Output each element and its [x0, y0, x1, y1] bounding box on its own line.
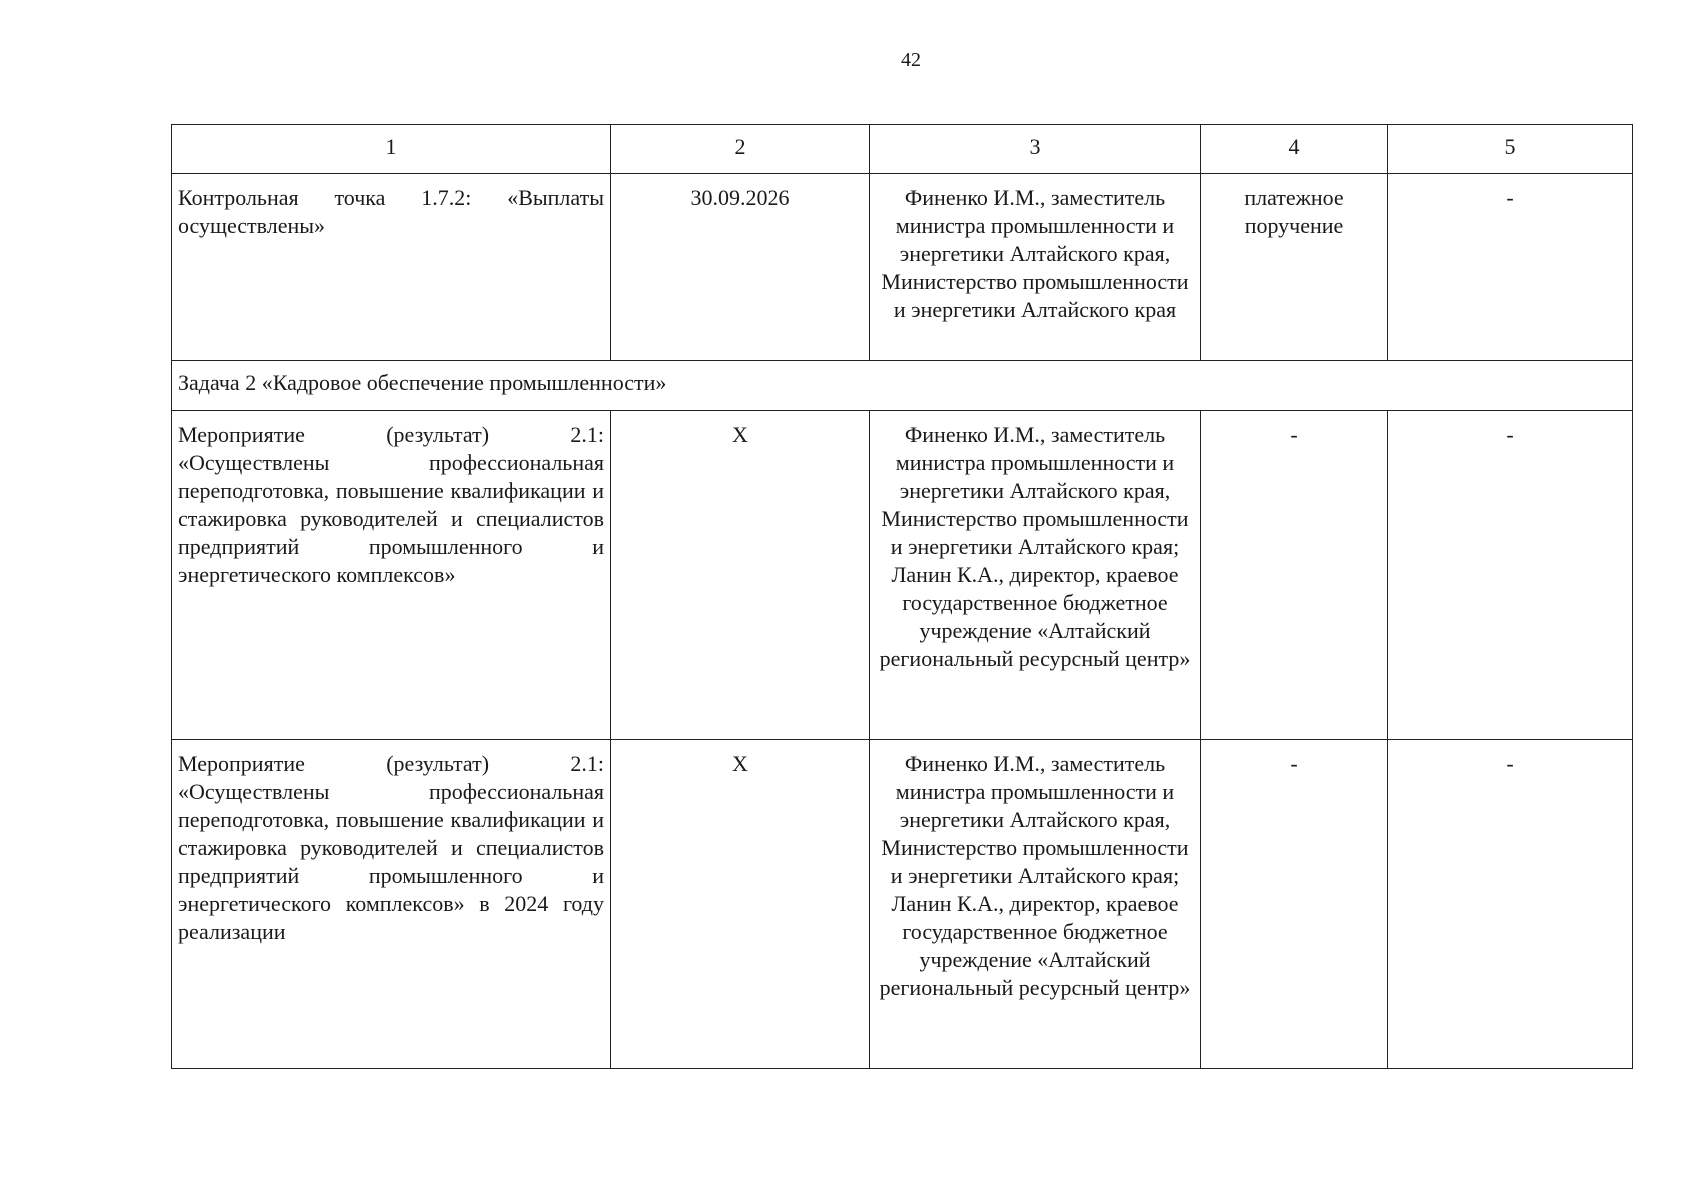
item-document: - — [1201, 740, 1388, 1069]
table-row — [172, 411, 1633, 740]
item-name: Мероприятие (результат) 2.1: «Осуществлены профессиональная переподготовка, повышение квалификации и стажировка руководителей и специалистов предприятий промышленного и энергетического комплексов» — [172, 411, 611, 740]
column-number-5: 5 — [1388, 125, 1633, 174]
column-number-3: 3 — [870, 125, 1201, 174]
item-date: X — [611, 411, 870, 740]
item-document: - — [1201, 411, 1388, 740]
column-number-2: 2 — [611, 125, 870, 174]
task-title: Задача 2 «Кадровое обеспечение промышленности» — [172, 361, 1633, 411]
item-date: X — [611, 740, 870, 1069]
column-number-1: 1 — [172, 125, 611, 174]
item-col5: - — [1388, 174, 1633, 361]
item-col5: - — [1388, 740, 1633, 1069]
table-row — [172, 174, 1633, 361]
page-number: 42 — [901, 49, 921, 71]
table-header-row — [172, 125, 1633, 174]
item-date: 30.09.2026 — [611, 174, 870, 361]
plan-table — [171, 124, 1633, 1069]
item-responsible: Финенко И.М., заместитель министра промышленности и энергетики Алтайского края, Министерство промышленности и энергетики Алтайского края; Ланин К.А., директор, краевое государственное бюджетное учреждение «Алтайский региональный ресурсный центр» — [870, 740, 1201, 1069]
item-name: Контрольная точка 1.7.2: «Выплаты осуществлены» — [172, 174, 611, 361]
item-col5: - — [1388, 411, 1633, 740]
table-row — [172, 740, 1633, 1069]
item-responsible: Финенко И.М., заместитель министра промышленности и энергетики Алтайского края, Министерство промышленности и энергетики Алтайского края; Ланин К.А., директор, краевое государственное бюджетное учреждение «Алтайский региональный ресурсный центр» — [870, 411, 1201, 740]
item-document: платежное поручение — [1201, 174, 1388, 361]
item-responsible: Финенко И.М., заместитель министра промышленности и энергетики Алтайского края, Министерство промышленности и энергетики Алтайского края — [870, 174, 1201, 361]
item-name: Мероприятие (результат) 2.1: «Осуществлены профессиональная переподготовка, повышение квалификации и стажировка руководителей и специалистов предприятий промышленного и энергетического комплексов» в 2024 году реализации — [172, 740, 611, 1069]
column-number-4: 4 — [1201, 125, 1388, 174]
task-row — [172, 361, 1633, 411]
